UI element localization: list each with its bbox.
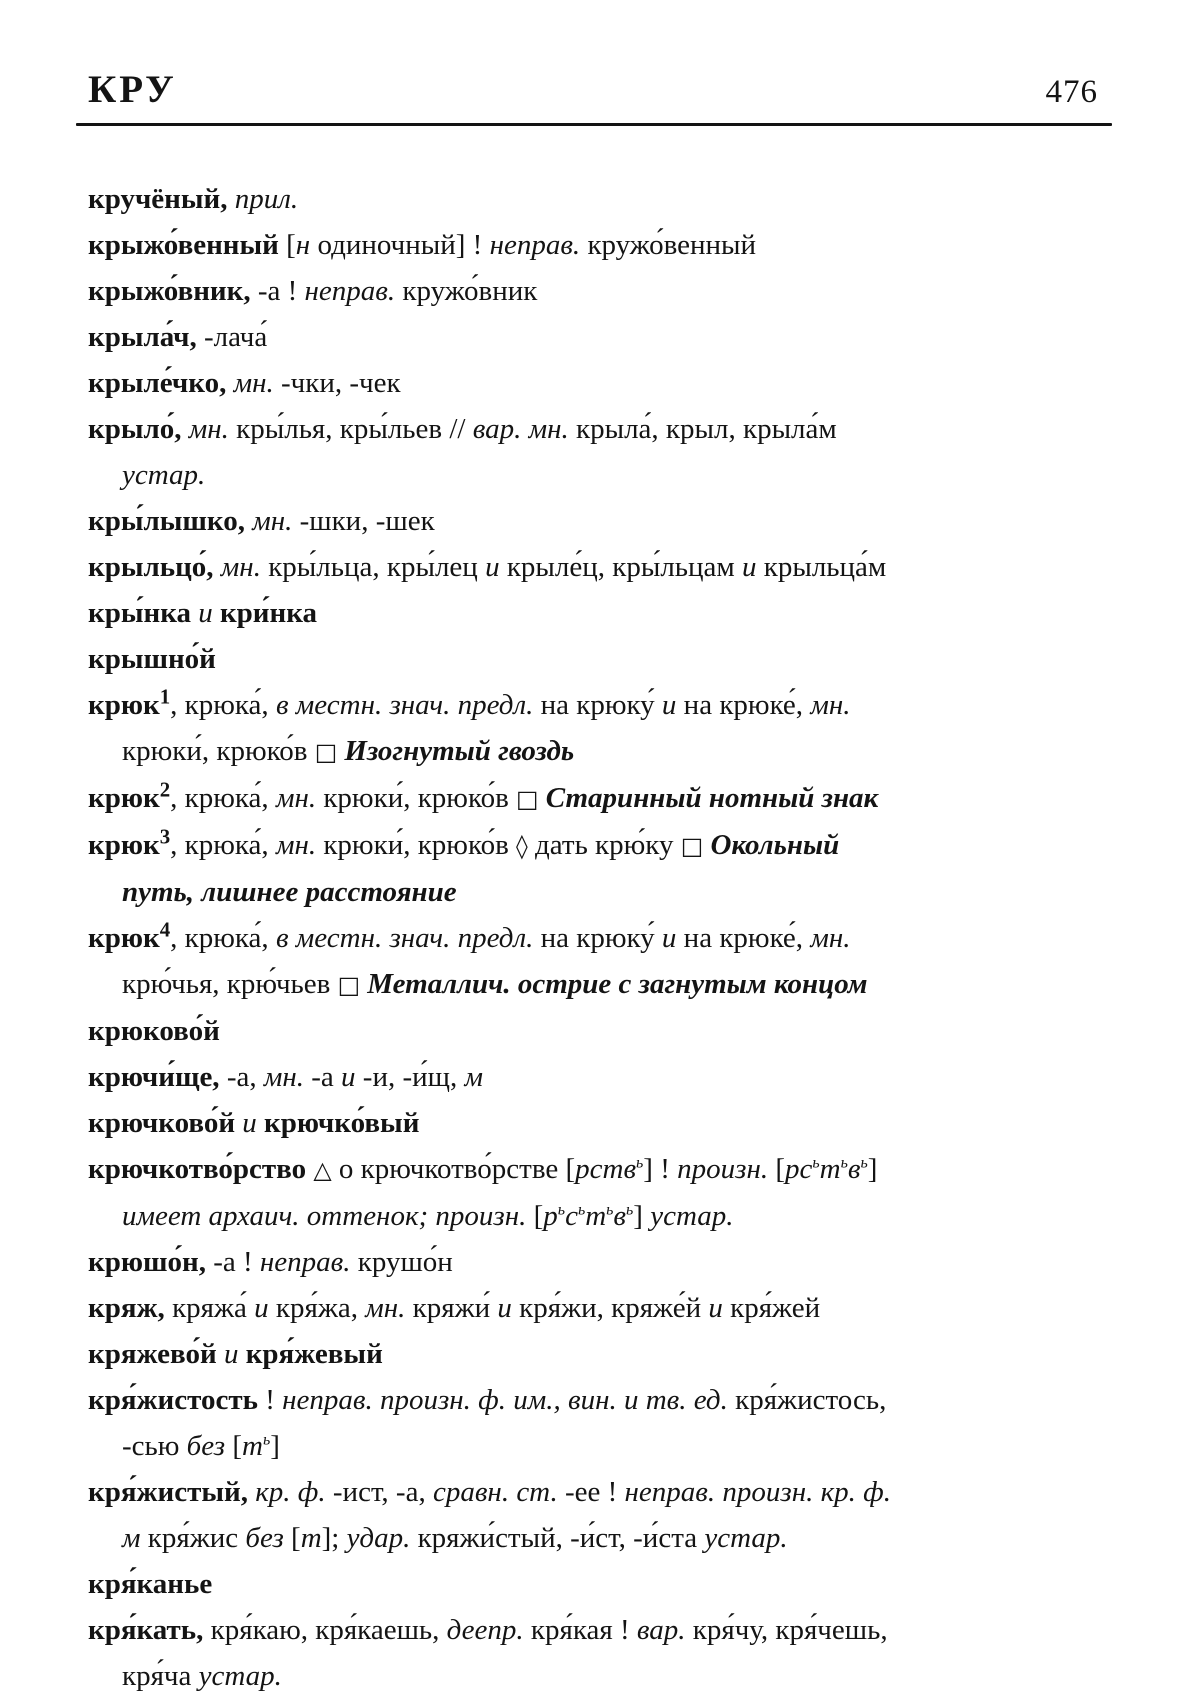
entry-line: [88, 406, 1098, 452]
dictionary-entry: [88, 1561, 1098, 1607]
text-segment: с: [565, 1200, 578, 1232]
text-segment: и: [341, 1061, 356, 1093]
text-segment: на крюке́,: [676, 689, 811, 721]
text-segment: на крюку́: [533, 922, 662, 954]
text-segment: кря́каю, кря́каешь,: [203, 1614, 447, 1646]
text-segment: и: [708, 1292, 723, 1324]
text-segment: кря́жевый: [238, 1338, 383, 1370]
entry-line: [88, 590, 1098, 636]
text-segment: -а !: [205, 1246, 260, 1278]
text-segment: т: [241, 1430, 263, 1462]
text-segment: [: [283, 1522, 301, 1554]
text-segment: кря́канье: [88, 1568, 213, 1600]
text-segment: р: [543, 1200, 558, 1232]
text-segment: рс: [785, 1153, 813, 1185]
text-segment: крючи́ще,: [88, 1061, 220, 1093]
text-segment: ь: [636, 1154, 644, 1172]
entry-line: [88, 1146, 1098, 1193]
symbol-marker-icon: □: [337, 971, 361, 999]
text-segment: устар.: [198, 1660, 282, 1692]
entry-line: [88, 1607, 1098, 1653]
text-segment: Окольный: [703, 829, 840, 861]
text-segment: , крюка́,: [170, 829, 276, 861]
text-segment: и: [254, 1292, 269, 1324]
text-segment: -а,: [219, 1061, 264, 1093]
text-segment: т: [819, 1153, 841, 1185]
text-segment: ];: [321, 1522, 347, 1554]
text-segment: крыле́ц, кры́льцам: [499, 551, 743, 583]
text-segment: , крюка́,: [170, 922, 276, 954]
text-segment: мн.: [365, 1292, 406, 1324]
entry-line: [88, 961, 1098, 1008]
text-segment: крыле́чко,: [88, 367, 227, 399]
text-segment: ]: [633, 1200, 651, 1232]
text-segment: неправ.: [259, 1246, 351, 1278]
text-segment: кружо́венный: [580, 229, 757, 261]
symbol-marker-icon: △: [313, 1156, 332, 1184]
text-segment: кры́лышко,: [88, 505, 245, 537]
text-segment: кри́нка: [212, 597, 317, 629]
text-segment: крюк: [88, 829, 160, 861]
text-segment: крыла́, крыл, крыла́м: [568, 413, 837, 445]
entry-line: [88, 822, 1098, 869]
text-segment: имеет архаич. оттенок; произн.: [122, 1200, 527, 1232]
text-segment: крючково́й: [88, 1107, 243, 1139]
text-segment: т: [585, 1200, 607, 1232]
entry-line: [88, 728, 1098, 775]
text-segment: Изогнутый гвоздь: [337, 735, 575, 767]
text-segment: кры́льца, кры́лец: [260, 551, 486, 583]
entry-line: [88, 869, 1098, 915]
entry-line: [88, 775, 1098, 822]
text-segment: 1: [159, 684, 171, 709]
text-segment: мн.: [263, 1061, 304, 1093]
dictionary-entry: [88, 1100, 1098, 1146]
text-segment: кря́жистость: [88, 1384, 258, 1416]
text-segment: мн.: [810, 922, 851, 954]
text-segment: крыжо́венный: [88, 229, 287, 261]
text-segment: ь: [262, 1431, 271, 1449]
text-segment: без: [245, 1522, 284, 1554]
text-segment: Старинный нотный знак: [538, 782, 879, 814]
dictionary-entry: [88, 682, 1098, 775]
entry-line: [88, 544, 1098, 590]
text-segment: мн.: [275, 829, 317, 861]
text-segment: крушо́н: [350, 1246, 453, 1278]
page-number: 476: [1045, 74, 1098, 110]
text-segment: крыло́,: [88, 413, 182, 445]
dictionary-entry: [88, 406, 1098, 498]
text-segment: -а: [304, 1061, 342, 1093]
text-segment: в местн. знач. предл.: [275, 689, 534, 721]
dictionary-entry: [88, 590, 1098, 636]
symbol-marker-icon: ◊: [516, 832, 528, 860]
dictionary-entry: [88, 636, 1098, 682]
text-segment: мн.: [810, 689, 851, 721]
symbol-marker-icon: □: [680, 832, 704, 860]
entry-line: [88, 1469, 1098, 1515]
text-segment: крючкотво́рство: [88, 1153, 307, 1185]
dictionary-entry: [88, 1239, 1098, 1285]
text-segment: мн.: [213, 551, 261, 583]
text-segment: и: [242, 1107, 257, 1139]
dictionary-entry: [88, 1469, 1098, 1561]
text-segment: о крючкотво́рстве [: [331, 1153, 576, 1185]
text-segment: кря́жа,: [268, 1292, 366, 1324]
text-segment: кряжи́: [405, 1292, 498, 1324]
text-segment: ь: [812, 1154, 820, 1172]
text-segment: кря́жистый,: [88, 1476, 248, 1508]
text-segment: неправ.: [304, 275, 396, 307]
text-segment: вар. мн.: [472, 413, 569, 445]
entries-container: [88, 176, 1098, 1699]
entry-line: [88, 1331, 1098, 1377]
text-segment: -и, -и́щ,: [355, 1061, 465, 1093]
text-segment: неправ. произн. ф. им., вин. и тв. ед.: [282, 1384, 728, 1416]
text-segment: крюки́, крюко́в: [316, 829, 517, 861]
dictionary-entry: [88, 360, 1098, 406]
entry-line: [88, 498, 1098, 544]
text-segment: кря́жи, кряже́й: [511, 1292, 709, 1324]
dictionary-entry: [88, 1054, 1098, 1100]
text-segment: [: [225, 1430, 242, 1462]
text-segment: мн.: [244, 505, 293, 537]
text-segment: кря́чу, кря́чешь,: [685, 1614, 888, 1646]
text-segment: на крюке́,: [676, 922, 811, 954]
dictionary-entry: [88, 222, 1098, 268]
text-segment: -лача́: [196, 321, 268, 353]
entry-line: [88, 1561, 1098, 1607]
text-segment: произн.: [677, 1153, 769, 1185]
text-segment: т: [300, 1522, 322, 1554]
text-segment: на крюку́: [533, 689, 662, 721]
dictionary-entry: [88, 1285, 1098, 1331]
text-segment: крюк: [88, 922, 160, 954]
symbol-marker-icon: □: [314, 738, 338, 766]
text-segment: крыльца́м: [756, 551, 887, 583]
text-segment: и: [661, 922, 677, 954]
text-segment: кря́ча: [122, 1660, 199, 1692]
text-segment: устар.: [650, 1200, 734, 1232]
text-segment: удар.: [346, 1522, 411, 1554]
dictionary-entry: [88, 498, 1098, 544]
text-segment: и: [485, 551, 500, 583]
dictionary-entry: [88, 314, 1098, 360]
running-head-word: КРУ: [88, 68, 177, 111]
text-segment: -ее !: [557, 1476, 625, 1508]
text-segment: ь: [626, 1201, 634, 1219]
text-segment: -чки, -чек: [273, 367, 401, 399]
entry-line: [88, 360, 1098, 406]
entry-line: [88, 314, 1098, 360]
text-segment: крюки́, крюко́в: [122, 735, 315, 767]
text-segment: , крюка́,: [170, 689, 276, 721]
page-header: [88, 70, 1098, 109]
text-segment: кры́лья, кры́льев //: [228, 413, 473, 445]
text-segment: в: [613, 1200, 627, 1232]
text-segment: -ист, -а,: [325, 1476, 433, 1508]
text-segment: -а !: [250, 275, 305, 307]
text-segment: кря́жей: [722, 1292, 821, 1324]
text-segment: м: [122, 1522, 141, 1554]
entry-line: [88, 1653, 1098, 1699]
text-segment: и: [497, 1292, 512, 1324]
text-segment: мн.: [181, 413, 229, 445]
dictionary-entry: [88, 1008, 1098, 1054]
text-segment: кря́жистось,: [727, 1384, 887, 1416]
text-segment: кряжи́стый, -и́ст, -и́ста: [410, 1522, 705, 1554]
text-segment: ь: [840, 1154, 848, 1172]
text-segment: Металлич. острие с загнутым концом: [360, 968, 868, 1000]
text-segment: кры́нка: [88, 597, 199, 629]
text-segment: кря́кая !: [523, 1614, 637, 1646]
entry-line: [88, 176, 1098, 222]
dictionary-entry: [88, 268, 1098, 314]
text-segment: кря́кать,: [88, 1614, 204, 1646]
text-segment: крюково́й: [88, 1015, 220, 1047]
text-segment: ]: [270, 1430, 280, 1462]
text-segment: ь: [860, 1154, 868, 1172]
text-segment: 2: [159, 777, 171, 802]
text-segment: 3: [159, 824, 171, 849]
text-segment: -шки, -шек: [292, 505, 435, 537]
text-segment: кряжево́й: [88, 1338, 224, 1370]
text-segment: ь: [577, 1201, 586, 1219]
text-segment: и: [223, 1338, 239, 1370]
text-segment: крюк: [88, 689, 160, 721]
text-segment: кря́жис: [140, 1522, 246, 1554]
text-segment: !: [257, 1384, 283, 1416]
dictionary-entry: [88, 915, 1098, 1008]
entry-line: [88, 1515, 1098, 1561]
text-segment: ]: [867, 1153, 878, 1185]
entry-line: [88, 1054, 1098, 1100]
text-segment: сравн. ст.: [432, 1476, 558, 1508]
dictionary-entry: [88, 775, 1098, 822]
dictionary-entry: [88, 544, 1098, 590]
text-segment: , крюка́,: [170, 782, 276, 814]
symbol-marker-icon: □: [516, 785, 539, 813]
text-segment: крыльцо́,: [88, 551, 214, 583]
text-segment: [: [526, 1200, 544, 1232]
text-segment: крышно́й: [88, 643, 216, 675]
entry-line: [88, 1100, 1098, 1146]
text-segment: кружо́вник: [395, 275, 538, 307]
text-segment: кручёный,: [88, 183, 228, 215]
text-segment: кряжа́: [164, 1292, 255, 1324]
text-segment: крю́чья, крю́чьев: [122, 968, 338, 1000]
text-segment: [: [286, 229, 296, 261]
text-segment: кр. ф.: [247, 1476, 326, 1508]
text-segment: мн.: [275, 782, 317, 814]
entry-line: [88, 1377, 1098, 1423]
text-segment: вар.: [636, 1614, 686, 1646]
text-segment: без: [186, 1430, 226, 1462]
entry-line: [88, 222, 1098, 268]
text-segment: в: [847, 1153, 861, 1185]
text-segment: -сью: [122, 1430, 187, 1462]
text-segment: кряж,: [88, 1292, 165, 1324]
dictionary-entry: [88, 1331, 1098, 1377]
entry-line: [88, 1239, 1098, 1285]
text-segment: и: [661, 689, 677, 721]
text-segment: ь: [557, 1201, 566, 1219]
text-segment: ] !: [643, 1153, 678, 1185]
text-segment: путь, лишнее расстояние: [122, 876, 457, 908]
text-segment: крюк: [88, 782, 160, 814]
entry-line: [88, 268, 1098, 314]
text-segment: крыла́ч,: [88, 321, 197, 353]
text-segment: крюки́, крюко́в: [316, 782, 517, 814]
entry-line: [88, 452, 1098, 498]
entry-line: [88, 636, 1098, 682]
entry-line: [88, 1193, 1098, 1239]
text-segment: прил.: [227, 183, 299, 215]
dictionary-entry: [88, 822, 1098, 915]
entry-line: [88, 915, 1098, 961]
entry-line: [88, 682, 1098, 728]
entry-line: [88, 1285, 1098, 1331]
header-rule: [76, 123, 1112, 126]
text-segment: неправ.: [489, 229, 581, 261]
text-segment: м: [464, 1061, 483, 1093]
text-segment: деепр.: [446, 1614, 524, 1646]
text-segment: 4: [159, 917, 171, 942]
text-segment: устар.: [122, 459, 206, 491]
text-segment: в местн. знач. предл.: [275, 922, 534, 954]
dictionary-entry: [88, 176, 1098, 222]
text-segment: [: [768, 1153, 785, 1185]
text-segment: крюшо́н,: [88, 1246, 206, 1278]
entry-line: [88, 1423, 1098, 1469]
text-segment: неправ. произн. кр. ф.: [624, 1476, 891, 1508]
text-segment: крыжо́вник,: [88, 275, 251, 307]
dictionary-entry: [88, 1377, 1098, 1469]
text-segment: и: [198, 597, 213, 629]
entry-line: [88, 1008, 1098, 1054]
text-segment: устар.: [704, 1522, 788, 1554]
text-segment: крючко́вый: [256, 1107, 420, 1139]
text-segment: ь: [606, 1201, 614, 1219]
text-segment: рств: [575, 1153, 637, 1185]
dictionary-entry: [88, 1607, 1098, 1699]
text-segment: и: [742, 551, 757, 583]
dictionary-entry: [88, 1146, 1098, 1239]
text-segment: н: [295, 229, 311, 261]
text-segment: одиночный] !: [310, 229, 490, 261]
text-segment: дать крю́ку: [527, 829, 681, 861]
text-segment: мн.: [226, 367, 274, 399]
